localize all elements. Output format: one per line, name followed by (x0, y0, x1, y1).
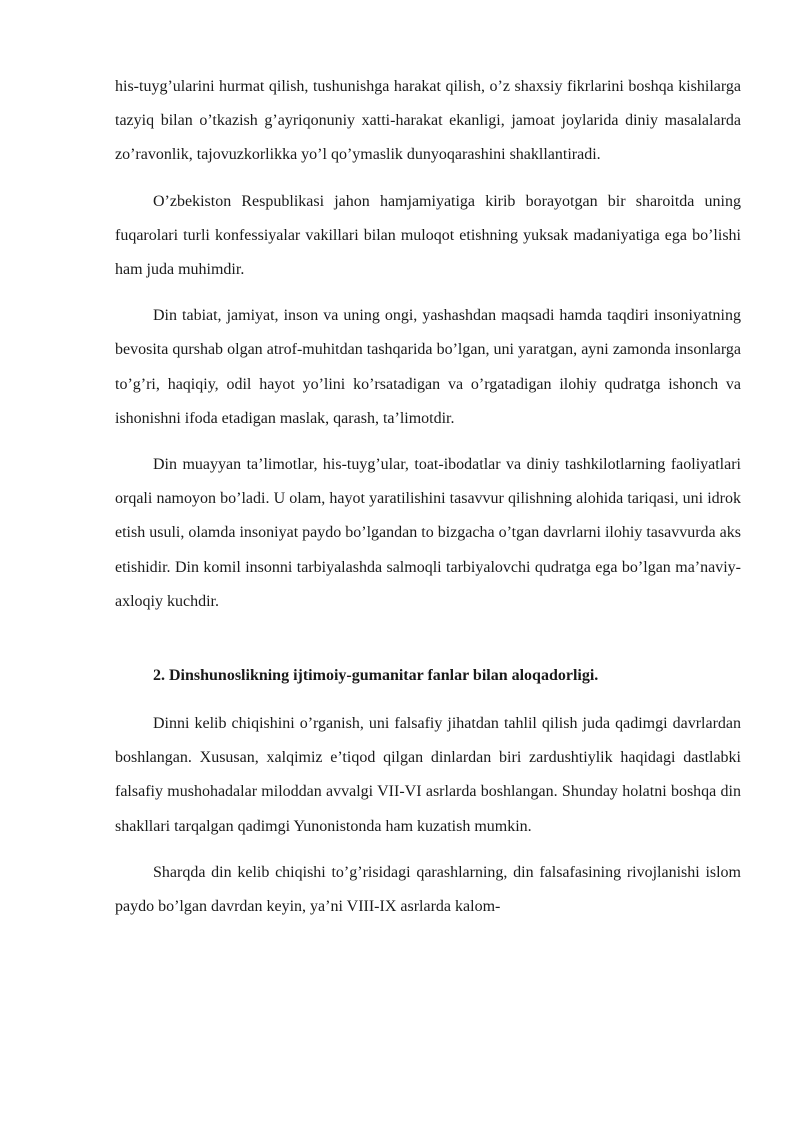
paragraph: O’zbekiston Respublikasi jahon hamjamiyatiga kirib borayotgan bir sharoitda uning fuqarolari turli konfessiyalar vakillari bilan muloqot etishning yuksak madaniyatiga ega bo’lishi ham juda muhimdir. (115, 192, 741, 279)
section-heading: 2. Dinshunoslikning ijtimoiy-gumanitar fanlar bilan aloqadorligi. (153, 667, 599, 685)
paragraph: Sharqda din kelib chiqishi to’g’risidagi qarashlarning, din falsafasining rivojlanishi islom paydo bo’lgan davrdan keyin, ya’ni VIII-IX asrlarda kalom- (115, 863, 741, 916)
paragraph: Din muayyan ta’limotlar, his-tuyg’ular, toat-ibodatlar va diniy tashkilotlarning faoliyatlari orqali namoyon bo’ladi. U olam, hayot yaratilishini tasavvur qilishning alohida tariqasi, uni idrok etish usuli, olamda insoniyat paydo bo’lgandan to bizgacha o’tgan davrlarni ilohiy tasavvurda aks etishidir. Din komil insonni tarbiyalashda salmoqli tarbiyalovchi qudratga ega bo’lgan ma’naviy-axloqiy kuchdir. (115, 456, 741, 610)
paragraph: Dinni kelib chiqishini o’rganish, uni falsafiy jihatdan tahlil qilish juda qadimgi davrlardan boshlangan. Xususan, xalqimiz e’tiqod qilgan dinlardan biri zardushtiylik haqidagi dastlabki falsafiy mushohadalar miloddan avvalgi VII-VI asrlarda boshlangan. Shunday holatni boshqa din shakllari tarqalgan qadimgi Yunonistonda ham kuzatish mumkin. (115, 715, 741, 835)
paragraph: his-tuyg’ularini hurmat qilish, tushunishga harakat qilish, o’z shaxsiy fikrlarini boshqa kishilarga tazyiq bilan o’tkazish g’ayriqonuniy xatti-harakat ekanligi, jamoat joylarida diniy masalalarda zo’ravonlik, tajovuzkorlikka yo’l qo’ymaslik dunyoqarashini shakllantiradi. (115, 78, 741, 164)
document-page (115, 70, 741, 924)
paragraph: Din tabiat, jamiyat, inson va uning ongi, yashashdan maqsadi hamda taqdiri insoniyatning bevosita qurshab olgan atrof-muhitdan tashqarida bo’lgan, uni yaratgan, ayni zamonda insonlarga to’g’ri, haqiqiy, odil hayot yo’lini ko’rsatadigan va o’rgatadigan ilohiy qudratga ishonch va ishonishni ifoda etadigan maslak, qarash, ta’limotdir. (115, 307, 741, 427)
